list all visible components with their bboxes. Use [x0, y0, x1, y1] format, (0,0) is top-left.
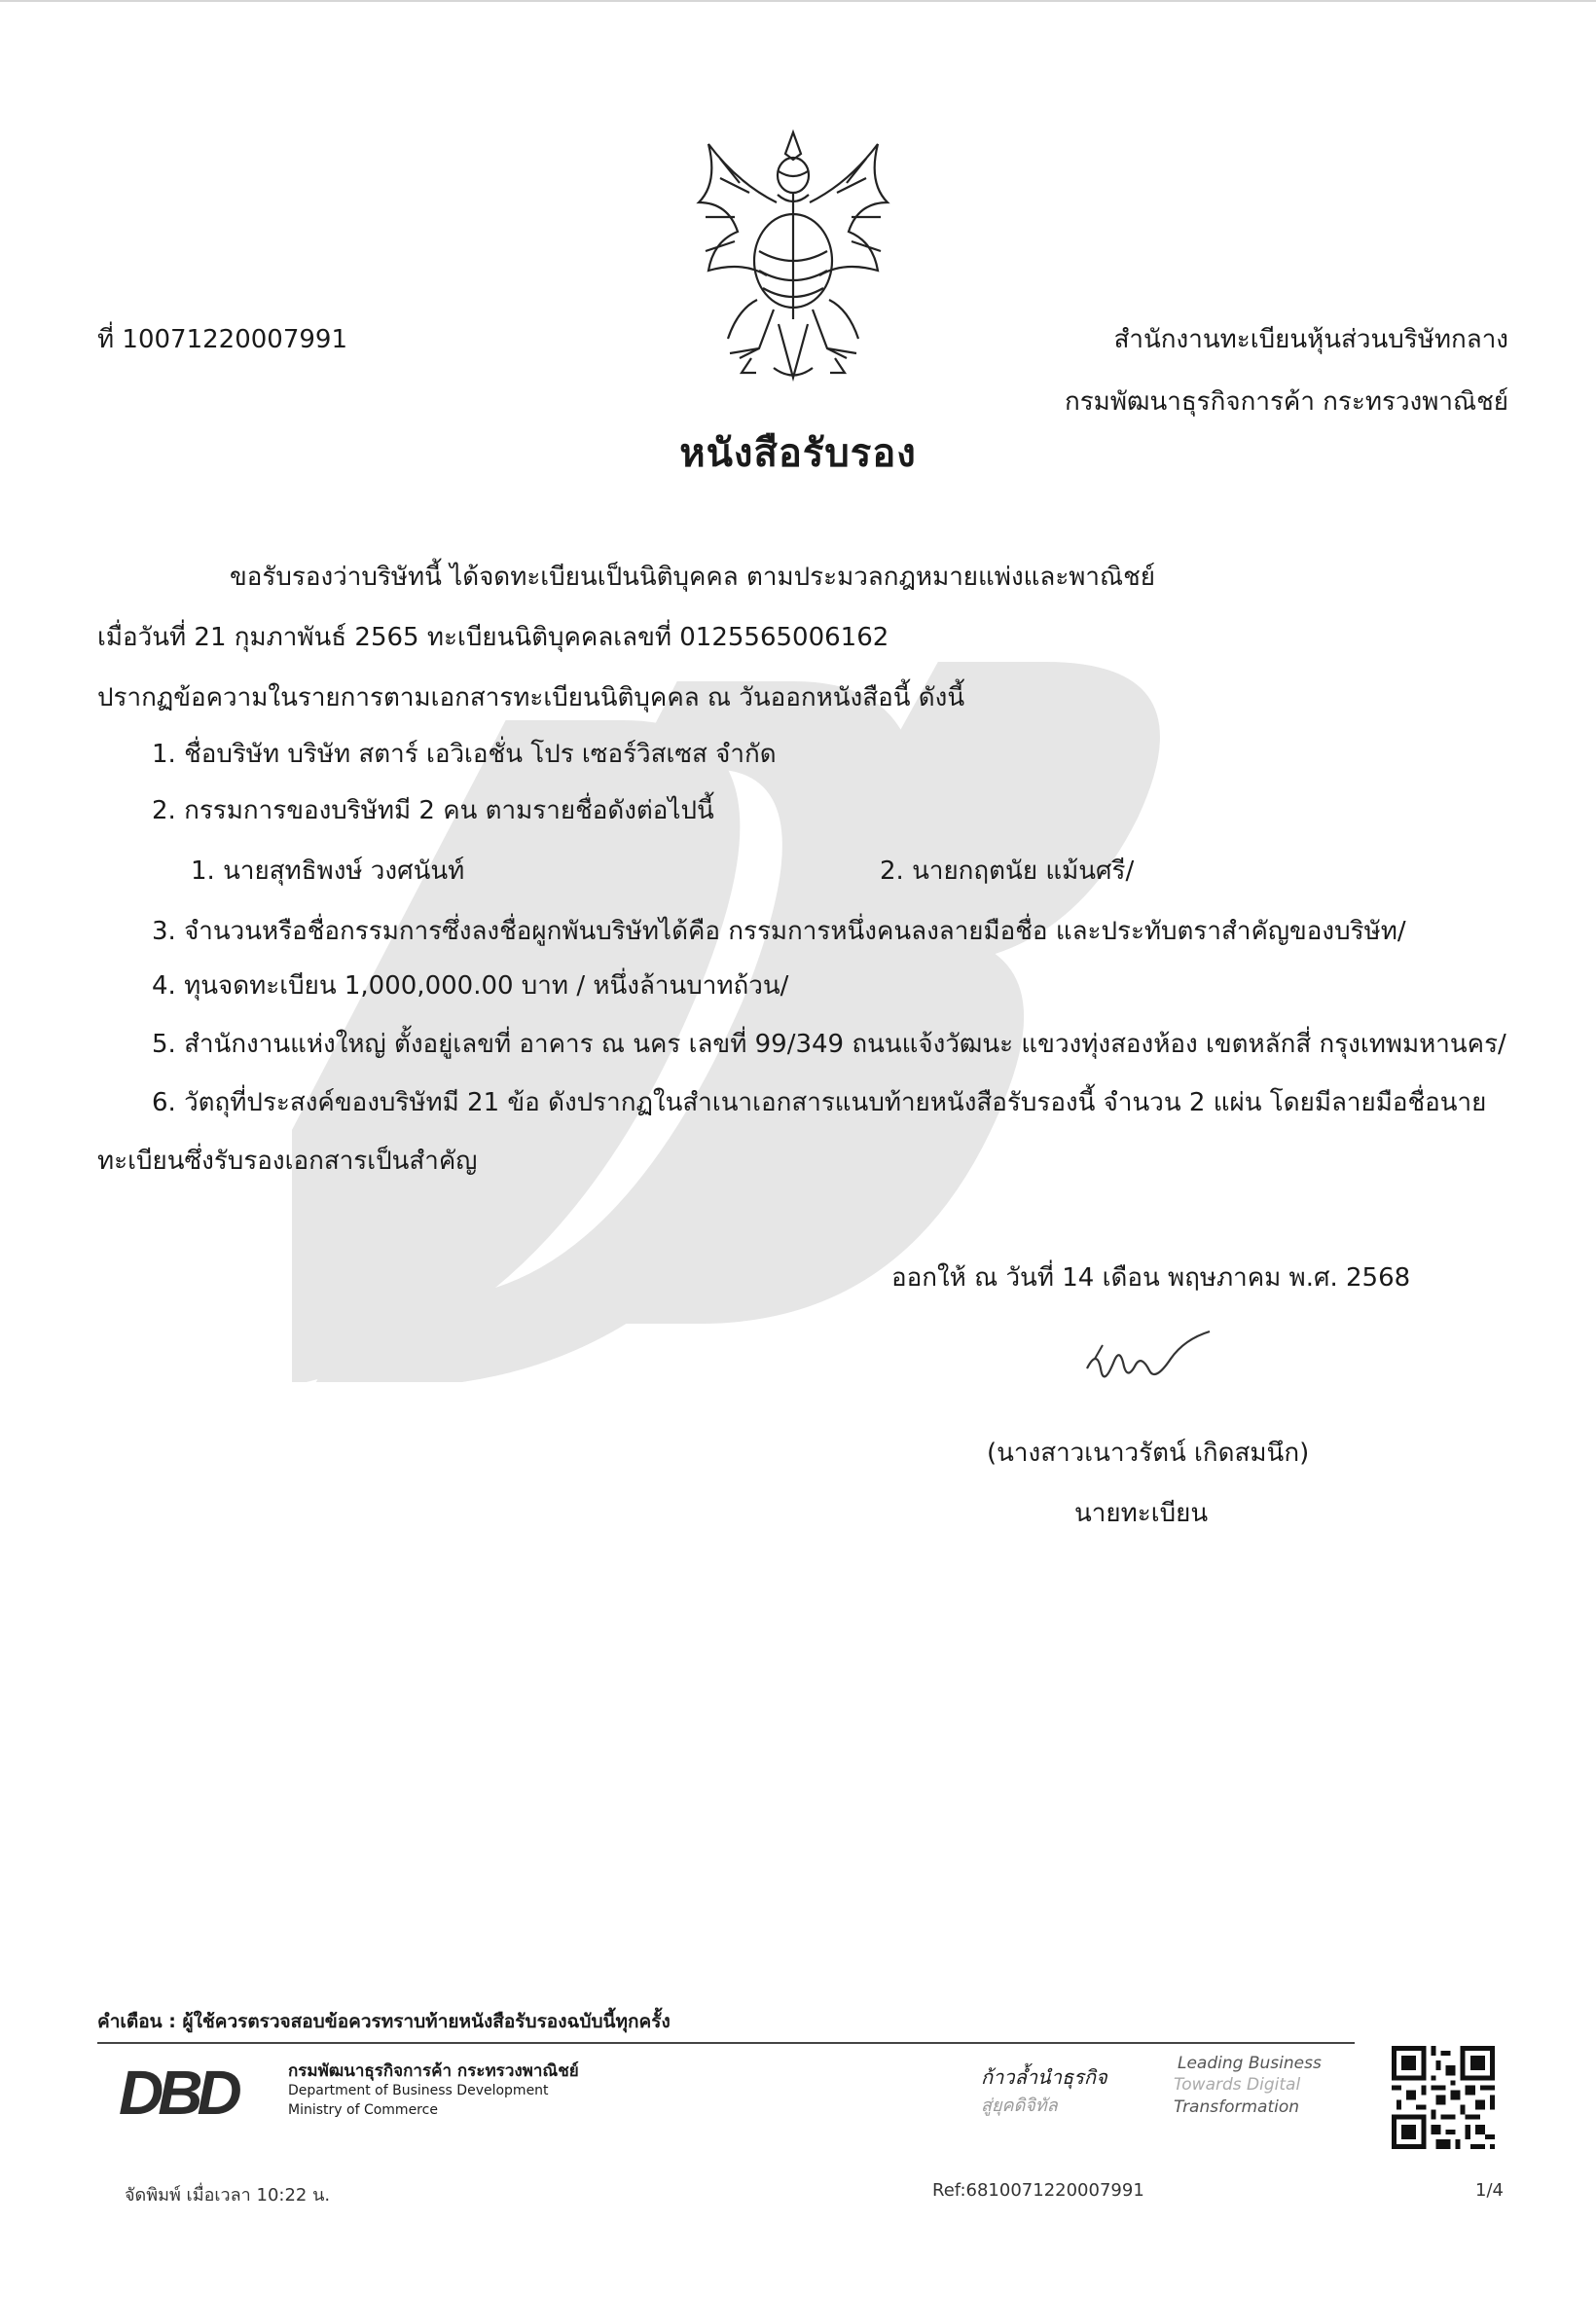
- slogan-english-line-2: Towards Digital: [1174, 2075, 1301, 2095]
- director-2: 2. นายกฤตนัย แม้นศรี/: [880, 857, 1135, 886]
- item-objectives-cont: ทะเบียนซึ่งรับรองเอกสารเป็นสำคัญ: [97, 1147, 478, 1176]
- registrar-signature-icon: [1075, 1330, 1221, 1398]
- item-head-office: 5. สำนักงานแห่งใหญ่ ตั้งอยู่เลขที่ อาคาร ณ นคร เลขที่ 99/349 ถนนแจ้งวัฒนะ แขวงทุ่งสองห้อง เขตหลักสี่ กรุงเทพมหานคร/: [152, 1030, 1506, 1059]
- reference-number: ที่ 10071220007991: [97, 325, 347, 354]
- slogan-thai-line-1: ก้าวล้ำนำธุรกิจ: [981, 2065, 1107, 2089]
- footer-warning: คำเตือน : ผู้ใช้ควรตรวจสอบข้อควรทราบท้ายหนังสือรับรองฉบับนี้ทุกครั้ง: [97, 2011, 671, 2032]
- dbd-logo-icon: [115, 2060, 253, 2122]
- issued-date: ออกให้ ณ วันที่ 14 เดือน พฤษภาคม พ.ศ. 2568: [891, 1263, 1411, 1293]
- dept-name-english: Department of Business Development: [288, 2083, 549, 2098]
- department-ministry: กรมพัฒนาธุรกิจการค้า กระทรวงพาณิชย์: [1064, 387, 1508, 417]
- intro-line-2: เมื่อวันที่ 21 กุมภาพันธ์ 2565 ทะเบียนนิติบุคคลเลขที่ 0125565006162: [97, 623, 889, 652]
- page-title: หนังสือรับรอง: [679, 431, 917, 476]
- item-objectives: 6. วัตถุที่ประสงค์ของบริษัทมี 21 ข้อ ดังปรากฏในสำเนาเอกสารแนบท้ายหนังสือรับรองนี้ จำนวน 2 แผ่น โดยมีลายมือชื่อนาย: [152, 1088, 1487, 1117]
- slogan-english-line-1: Leading Business: [1178, 2054, 1322, 2073]
- svg-text:DBD: DBD: [119, 2060, 236, 2122]
- document-ref: Ref:6810071220007991: [932, 2180, 1144, 2201]
- item-directors: 2. กรรมการของบริษัทมี 2 คน ตามรายชื่อดังต่อไปนี้: [152, 796, 714, 825]
- item-signing-authority: 3. จำนวนหรือชื่อกรรมการซึ่งลงชื่อผูกพันบริษัทได้คือ กรรมการหนึ่งคนลงลายมือชื่อ และประทับตราสำคัญของบริษัท/: [152, 917, 1406, 946]
- slogan-english-line-3: Transformation: [1174, 2097, 1300, 2117]
- slogan-thai-line-2: สู่ยุคดิจิทัล: [981, 2096, 1058, 2116]
- garuda-emblem-icon: [681, 125, 905, 397]
- intro-line-3: ปรากฏข้อความในรายการตามเอกสารทะเบียนนิติบุคคล ณ วันออกหนังสือนี้ ดังนี้: [97, 683, 965, 712]
- registrar-title: นายทะเบียน: [1074, 1499, 1209, 1528]
- registrar-name: (นางสาวเนาวรัตน์ เกิดสมนึก): [987, 1439, 1310, 1468]
- item-company-name: 1. ชื่อบริษัท บริษัท สตาร์ เอวิเอชั่น โปร เซอร์วิสเซส จำกัด: [152, 740, 777, 769]
- footer-divider: [97, 2042, 1355, 2044]
- page-number: 1/4: [1475, 2180, 1504, 2201]
- ministry-name-english: Ministry of Commerce: [288, 2102, 438, 2118]
- intro-line-1: ขอรับรองว่าบริษัทนี้ ได้จดทะเบียนเป็นนิติบุคคล ตามประมวลกฎหมายแพ่งและพาณิชย์: [230, 563, 1156, 592]
- printed-time: จัดพิมพ์ เมื่อเวลา 10:22 น.: [125, 2185, 331, 2206]
- qr-code-icon: [1392, 2046, 1495, 2149]
- item-registered-capital: 4. ทุนจดทะเบียน 1,000,000.00 บาท / หนึ่งล้านบาทถ้วน/: [152, 971, 789, 1001]
- director-1: 1. นายสุทธิพงษ์ วงศนันท์: [191, 857, 465, 886]
- office-name: สำนักงานทะเบียนหุ้นส่วนบริษัทกลาง: [1113, 325, 1508, 354]
- dept-name-thai: กรมพัฒนาธุรกิจการค้า กระทรวงพาณิชย์: [288, 2061, 579, 2081]
